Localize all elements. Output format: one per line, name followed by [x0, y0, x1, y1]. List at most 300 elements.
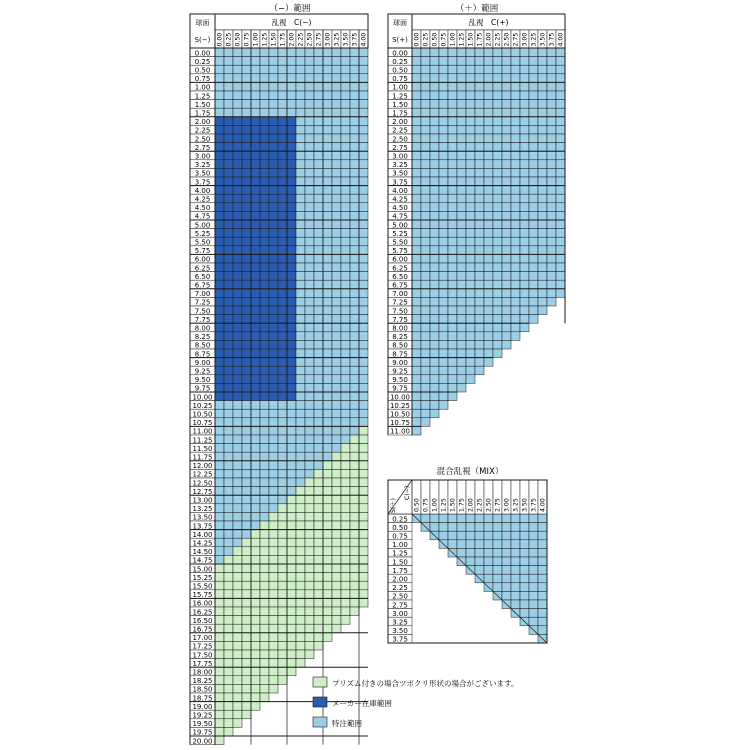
grid-cell [359, 211, 368, 220]
grid-cell [251, 530, 260, 539]
grid-cell [412, 297, 421, 306]
grid-cell [520, 548, 529, 557]
grid-cell [421, 211, 430, 220]
grid-cell [466, 514, 475, 523]
grid-cell [314, 495, 323, 504]
grid-cell [547, 289, 556, 298]
grid-cell [493, 297, 502, 306]
grid-cell [314, 581, 323, 590]
grid-cell [341, 186, 350, 195]
grid-cell [287, 168, 296, 177]
grid-cell [511, 566, 520, 575]
grid-cell [439, 160, 448, 169]
grid-cell [421, 366, 430, 375]
grid-cell [296, 598, 305, 607]
grid-cell [493, 340, 502, 349]
grid-cell [484, 237, 493, 246]
grid-cell [233, 100, 242, 109]
grid-cell [341, 65, 350, 74]
grid-cell [520, 246, 529, 255]
grid-cell [296, 151, 305, 160]
grid-cell [350, 564, 359, 573]
grid-cell [242, 134, 251, 143]
grid-cell [493, 557, 502, 566]
grid-cell [448, 91, 457, 100]
cylinder-col-label: 3.00 [521, 32, 529, 47]
grid-cell [260, 512, 269, 521]
grid-cell [314, 547, 323, 556]
grid-cell [287, 297, 296, 306]
grid-cell [224, 633, 233, 642]
grid-cell [529, 48, 538, 57]
grid-cell [529, 246, 538, 255]
grid-cell [332, 254, 341, 263]
grid-cell [332, 512, 341, 521]
grid-cell [341, 564, 350, 573]
grid-cell [412, 117, 421, 126]
grid-cell [296, 487, 305, 496]
grid-cell [269, 650, 278, 659]
cylinder-col-label: 2.25 [297, 32, 305, 47]
grid-cell [215, 495, 224, 504]
grid-cell [251, 211, 260, 220]
grid-cell [278, 538, 287, 547]
grid-cell [332, 530, 341, 539]
grid-cell [233, 418, 242, 427]
sphere-row-label: 0.75 [194, 75, 211, 84]
grid-cell [350, 82, 359, 91]
grid-cell [305, 263, 314, 272]
grid-cell [538, 82, 547, 91]
grid-cell [233, 186, 242, 195]
grid-cell [269, 306, 278, 315]
plus-range-table [388, 14, 565, 435]
grid-cell [287, 211, 296, 220]
cylinder-col-label: 1.00 [431, 498, 439, 512]
grid-cell [251, 57, 260, 66]
grid-cell [412, 323, 421, 332]
sphere-row-label: 2.25 [194, 126, 211, 135]
grid-cell [314, 392, 323, 401]
sphere-row-label: 0.50 [392, 66, 408, 75]
cylinder-col-label: 3.50 [342, 32, 350, 47]
grid-cell [278, 220, 287, 229]
grid-cell [341, 392, 350, 401]
grid-cell [529, 272, 538, 281]
sphere-row-label: 7.00 [194, 290, 211, 299]
sphere-row-label: 0.25 [392, 57, 408, 66]
grid-cell [323, 366, 332, 375]
grid-cell [224, 444, 233, 453]
grid-cell [296, 624, 305, 633]
grid-cell [233, 676, 242, 685]
grid-cell [412, 211, 421, 220]
grid-cell [421, 514, 430, 523]
grid-cell [475, 254, 484, 263]
grid-cell [305, 641, 314, 650]
grid-cell [242, 659, 251, 668]
grid-cell [341, 91, 350, 100]
grid-cell [421, 401, 430, 410]
grid-cell [493, 125, 502, 134]
grid-cell [520, 523, 529, 532]
sphere-row-label: 3.25 [194, 161, 211, 170]
sphere-row-label: 10.50 [192, 410, 213, 419]
grid-cell [457, 151, 466, 160]
grid-cell [323, 74, 332, 83]
grid-cell [332, 108, 341, 117]
grid-cell [511, 583, 520, 592]
grid-cell [251, 323, 260, 332]
grid-cell [430, 306, 439, 315]
grid-cell [224, 332, 233, 341]
grid-cell [278, 452, 287, 461]
grid-cell [350, 57, 359, 66]
grid-cell [439, 280, 448, 289]
grid-cell [484, 220, 493, 229]
grid-cell [484, 272, 493, 281]
grid-cell [421, 297, 430, 306]
grid-cell [269, 495, 278, 504]
grid-cell [305, 160, 314, 169]
grid-cell [314, 573, 323, 582]
grid-cell [323, 160, 332, 169]
grid-cell [421, 203, 430, 212]
sphere-row-label: 8.50 [392, 341, 408, 350]
grid-cell [332, 48, 341, 57]
grid-cell [242, 194, 251, 203]
grid-cell [242, 375, 251, 384]
grid-cell [287, 538, 296, 547]
grid-cell [359, 392, 368, 401]
grid-cell [538, 626, 547, 635]
grid-cell [251, 684, 260, 693]
grid-cell [296, 616, 305, 625]
grid-cell [215, 659, 224, 668]
grid-cell [296, 280, 305, 289]
grid-cell [439, 289, 448, 298]
grid-cell [332, 220, 341, 229]
sphere-row-label: 12.00 [192, 462, 213, 471]
grid-cell [538, 237, 547, 246]
grid-cell [305, 246, 314, 255]
grid-cell [475, 82, 484, 91]
grid-cell [439, 134, 448, 143]
grid-cell [233, 487, 242, 496]
grid-cell [332, 401, 341, 410]
cylinder-col-label: 0.75 [243, 32, 251, 47]
grid-cell [475, 237, 484, 246]
sphere-row-label: 3.75 [194, 178, 211, 187]
grid-cell [412, 375, 421, 384]
sphere-row-label: 6.75 [392, 281, 408, 290]
grid-cell [215, 736, 224, 745]
grid-cell [233, 177, 242, 186]
grid-cell [278, 667, 287, 676]
grid-cell [332, 607, 341, 616]
grid-cell [251, 598, 260, 607]
grid-cell [529, 609, 538, 618]
grid-cell [493, 143, 502, 152]
grid-cell [412, 143, 421, 152]
grid-cell [439, 48, 448, 57]
sphere-row-label: 4.25 [392, 195, 408, 204]
grid-cell [511, 540, 520, 549]
grid-cell [359, 349, 368, 358]
grid-cell [439, 340, 448, 349]
grid-cell [457, 514, 466, 523]
grid-cell [314, 91, 323, 100]
grid-cell [242, 254, 251, 263]
grid-cell [502, 151, 511, 160]
grid-cell [278, 160, 287, 169]
grid-cell [269, 392, 278, 401]
grid-cell [359, 168, 368, 177]
grid-cell [260, 461, 269, 470]
grid-cell [269, 461, 278, 470]
grid-cell [260, 82, 269, 91]
grid-cell [502, 514, 511, 523]
grid-cell [538, 306, 547, 315]
grid-cell [430, 65, 439, 74]
grid-cell [484, 254, 493, 263]
grid-cell [314, 117, 323, 126]
grid-cell [251, 392, 260, 401]
grid-cell [242, 125, 251, 134]
grid-cell [242, 401, 251, 410]
grid-cell [242, 340, 251, 349]
sphere-row-label: 0.25 [194, 57, 211, 66]
grid-cell [215, 366, 224, 375]
grid-cell [215, 315, 224, 324]
grid-cell [556, 108, 565, 117]
grid-cell [233, 461, 242, 470]
cylinder-col-label: 3.75 [548, 32, 556, 47]
grid-cell [457, 65, 466, 74]
grid-cell [538, 531, 547, 540]
grid-cell [520, 566, 529, 575]
grid-cell [502, 220, 511, 229]
grid-cell [296, 194, 305, 203]
sphere-row-label: 0.25 [392, 515, 408, 524]
grid-cell [260, 547, 269, 556]
grid-cell [323, 547, 332, 556]
grid-cell [242, 358, 251, 367]
grid-cell [332, 246, 341, 255]
grid-cell [233, 401, 242, 410]
grid-cell [412, 289, 421, 298]
grid-cell [332, 280, 341, 289]
grid-cell [296, 366, 305, 375]
grid-cell [341, 315, 350, 324]
grid-cell [296, 125, 305, 134]
grid-cell [215, 358, 224, 367]
grid-cell [556, 143, 565, 152]
grid-cell [547, 143, 556, 152]
grid-cell [547, 57, 556, 66]
cylinder-col-label: 1.75 [279, 32, 287, 47]
grid-cell [269, 48, 278, 57]
grid-cell [215, 160, 224, 169]
grid-cell [547, 168, 556, 177]
grid-cell [242, 272, 251, 281]
grid-cell [269, 521, 278, 530]
grid-cell [305, 633, 314, 642]
grid-cell [215, 125, 224, 134]
grid-cell [287, 134, 296, 143]
grid-cell [278, 272, 287, 281]
grid-cell [448, 306, 457, 315]
grid-cell [430, 160, 439, 169]
grid-cell [314, 426, 323, 435]
cylinder-col-label: 3.25 [530, 32, 538, 47]
grid-cell [305, 564, 314, 573]
grid-cell [215, 538, 224, 547]
grid-cell [323, 392, 332, 401]
grid-cell [511, 117, 520, 126]
grid-cell [233, 650, 242, 659]
grid-cell [332, 366, 341, 375]
grid-cell [412, 160, 421, 169]
grid-cell [287, 237, 296, 246]
grid-cell [430, 289, 439, 298]
sphere-row-label: 3.50 [194, 169, 211, 178]
grid-cell [296, 349, 305, 358]
grid-cell [484, 540, 493, 549]
sphere-row-label: 3.50 [392, 169, 408, 178]
grid-cell [323, 254, 332, 263]
grid-cell [421, 117, 430, 126]
grid-cell [242, 469, 251, 478]
grid-cell [350, 125, 359, 134]
grid-cell [457, 358, 466, 367]
grid-cell [439, 246, 448, 255]
grid-cell [251, 246, 260, 255]
grid-cell [215, 616, 224, 625]
grid-cell [260, 633, 269, 642]
grid-cell [278, 332, 287, 341]
grid-cell [251, 280, 260, 289]
grid-cell [323, 478, 332, 487]
grid-cell [323, 349, 332, 358]
grid-cell [296, 91, 305, 100]
grid-cell [305, 151, 314, 160]
grid-cell [421, 125, 430, 134]
sphere-row-label: 16.25 [192, 608, 213, 617]
grid-cell [350, 401, 359, 410]
grid-cell [439, 358, 448, 367]
grid-cell [511, 272, 520, 281]
grid-cell [412, 82, 421, 91]
grid-cell [529, 557, 538, 566]
grid-cell [412, 340, 421, 349]
grid-cell [314, 134, 323, 143]
grid-cell [475, 548, 484, 557]
grid-cell [412, 57, 421, 66]
grid-cell [215, 186, 224, 195]
grid-cell [529, 591, 538, 600]
grid-cell [233, 203, 242, 212]
grid-cell [448, 340, 457, 349]
grid-cell [511, 186, 520, 195]
grid-cell [296, 538, 305, 547]
grid-cell [215, 702, 224, 711]
grid-cell [421, 186, 430, 195]
grid-cell [260, 194, 269, 203]
grid-cell [323, 263, 332, 272]
grid-cell [412, 418, 421, 427]
legend-label-prism: プリズム付きの場合ツボクリ形状の場合がございます。 [332, 679, 519, 688]
grid-cell [359, 573, 368, 582]
grid-cell [260, 349, 269, 358]
grid-cell [538, 600, 547, 609]
grid-cell [466, 151, 475, 160]
grid-cell [341, 435, 350, 444]
grid-cell [305, 143, 314, 152]
grid-cell [332, 57, 341, 66]
grid-cell [484, 297, 493, 306]
grid-cell [359, 315, 368, 324]
grid-cell [233, 297, 242, 306]
legend-label-special: 特注範囲 [332, 719, 362, 728]
grid-cell [359, 478, 368, 487]
grid-cell [475, 514, 484, 523]
grid-cell [466, 272, 475, 281]
grid-cell [350, 220, 359, 229]
grid-cell [224, 426, 233, 435]
grid-cell [475, 160, 484, 169]
grid-cell [421, 289, 430, 298]
grid-cell [305, 624, 314, 633]
grid-cell [359, 521, 368, 530]
grid-cell [314, 564, 323, 573]
grid-cell [296, 272, 305, 281]
grid-cell [242, 332, 251, 341]
grid-cell [350, 340, 359, 349]
grid-cell [233, 168, 242, 177]
grid-cell [556, 211, 565, 220]
grid-cell [224, 203, 233, 212]
grid-cell [502, 566, 511, 575]
grid-cell [242, 641, 251, 650]
sphere-row-label: 19.50 [192, 720, 213, 729]
grid-cell [215, 676, 224, 685]
grid-cell [260, 263, 269, 272]
grid-cell [215, 280, 224, 289]
grid-cell [538, 48, 547, 57]
grid-cell [448, 143, 457, 152]
cylinder-col-label: 0.50 [413, 498, 421, 512]
grid-cell [251, 452, 260, 461]
grid-cell [287, 573, 296, 582]
grid-cell [448, 323, 457, 332]
grid-cell [484, 306, 493, 315]
grid-cell [242, 633, 251, 642]
grid-cell [341, 590, 350, 599]
grid-cell [332, 177, 341, 186]
grid-cell [484, 523, 493, 532]
grid-cell [547, 194, 556, 203]
sphere-row-label: 3.00 [392, 152, 408, 161]
grid-cell [242, 108, 251, 117]
sphere-row-label: 1.00 [392, 541, 408, 550]
grid-cell [448, 514, 457, 523]
grid-cell [215, 108, 224, 117]
grid-cell [296, 504, 305, 513]
grid-cell [251, 358, 260, 367]
grid-cell [341, 530, 350, 539]
grid-cell [269, 65, 278, 74]
